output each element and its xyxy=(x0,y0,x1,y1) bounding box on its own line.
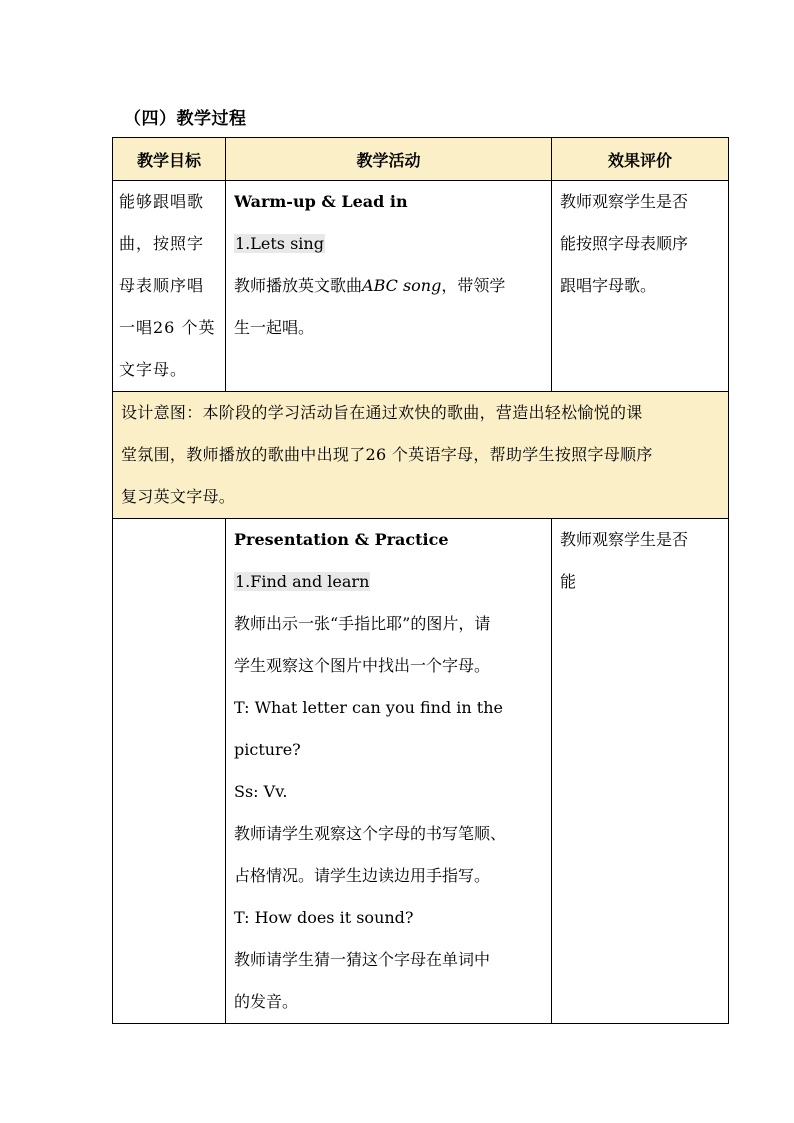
lesson-table xyxy=(112,137,729,1024)
song-title: ABC song xyxy=(362,276,442,295)
activity-desc-line2: 生一起唱。 xyxy=(234,318,315,337)
table-row xyxy=(113,519,729,1024)
eval-line: 跟唱字母歌。 xyxy=(560,276,657,295)
goal-line: 母表顺序唱 xyxy=(119,276,205,295)
activity-line: 的发音。 xyxy=(234,992,299,1011)
section-title: （四）教学过程 xyxy=(124,109,247,129)
intent-line: 设计意图：本阶段的学习活动旨在通过欢快的歌曲，营造出轻松愉悦的课 xyxy=(121,403,643,422)
design-intent-cell xyxy=(113,392,729,519)
desc-suffix: ，带领学 xyxy=(441,276,506,295)
eval-line: 能 xyxy=(560,572,577,591)
activity-line: 占格情况。请学生边读边用手指写。 xyxy=(234,866,491,885)
activity-line: T: How does it sound? xyxy=(234,908,414,927)
goal-cell xyxy=(113,181,226,392)
eval-line: 能按照字母表顺序 xyxy=(560,234,689,253)
goal-line: 一唱26 个英 xyxy=(119,318,216,337)
activity-line: 教师出示一张“手指比耶”的图片，请 xyxy=(234,614,491,633)
evaluation-cell xyxy=(552,181,729,392)
activity-line: Ss: Vv. xyxy=(234,782,288,801)
activity-heading: Presentation & Practice xyxy=(234,530,449,549)
activity-heading: Warm-up & Lead in xyxy=(234,192,408,211)
activity-line: 教师请学生观察这个字母的书写笔顺、 xyxy=(234,824,507,843)
goal-line: 文字母。 xyxy=(119,360,188,379)
header-row xyxy=(113,138,729,181)
activity-line: 学生观察这个图片中找出一个字母。 xyxy=(234,656,491,675)
goal-line: 曲，按照字 xyxy=(119,234,205,253)
activity-line: 教师请学生猜一猜这个字母在单词中 xyxy=(234,950,491,969)
activity-line: picture? xyxy=(234,740,301,759)
header-evaluation: 效果评价 xyxy=(552,138,729,181)
activity-step: 1.Find and learn xyxy=(235,572,370,591)
intent-line: 堂氛围，教师播放的歌曲中出现了26 个英语字母，帮助学生按照字母顺序 xyxy=(121,445,653,464)
goal-cell xyxy=(113,519,226,1024)
desc-prefix: 教师播放英文歌曲 xyxy=(234,276,363,295)
header-goal: 教学目标 xyxy=(113,138,226,181)
activity-desc xyxy=(234,265,543,307)
header-activity: 教学活动 xyxy=(226,138,552,181)
goal-line: 能够跟唱歌 xyxy=(119,192,205,211)
design-intent-row xyxy=(113,392,729,519)
table-row xyxy=(113,181,729,392)
eval-line: 教师观察学生是否 xyxy=(560,192,689,211)
eval-line: 教师观察学生是否 xyxy=(560,530,689,549)
activity-line: T: What letter can you find in the xyxy=(234,698,503,717)
evaluation-cell xyxy=(552,519,729,1024)
activity-step: 1.Lets sing xyxy=(235,234,324,253)
intent-line: 复习英文字母。 xyxy=(121,487,236,506)
activity-cell xyxy=(226,181,552,392)
activity-cell xyxy=(226,519,552,1024)
